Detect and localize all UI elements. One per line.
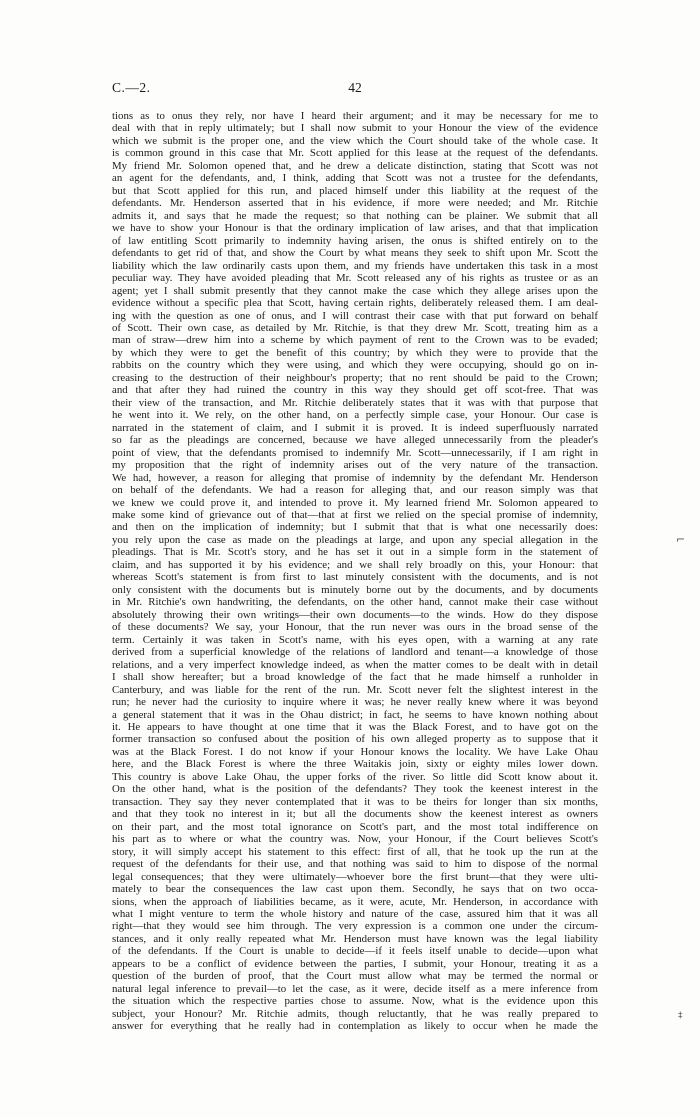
text-line: an agent for the defendants, and, I think, adding that Scott was not a trustee for the defendants, xyxy=(112,172,598,185)
text-line: derived from a superficial knowledge of the relations of landlord and tenant—a knowledge of those xyxy=(112,646,598,659)
text-line: legal consequences; that they were ultimately—whoever bore the first brunt—that they were ulti- xyxy=(112,870,598,883)
text-line: make some kind of grievance out of that—that at first we relied on the special promise of indemnity, xyxy=(112,509,598,521)
text-line: what I might venture to term the whole history and nature of the case, assured him that it was all xyxy=(112,908,598,920)
text-line: evidence without a specific plea that Scott, having certain rights, deliberately released them. I am deal- xyxy=(112,297,598,310)
text-line: On the other hand, what is the position of the defendants? They took the keenest interest in the xyxy=(112,783,598,796)
text-line: which we submit is the proper one, and the view which the Court should take of the whole case. It xyxy=(112,134,598,147)
text-line: his part as to where or what the country was. Now, your Honour, if the Court believes Scott's xyxy=(112,833,598,846)
text-line: and that after they had ruined the country in this way they should get off scot-free. That was xyxy=(112,384,598,397)
text-line: and then on the implication of indemnity; but I submit that that is what one necessarily does: xyxy=(112,521,598,534)
text-line: he went into it. We rely, on the other hand, on a perfectly simple case, your Honour. Our case is xyxy=(112,409,598,422)
text-line: subject, your Honour? Mr. Ritchie admits, though reluctantly, that he was really prepared to xyxy=(112,1007,598,1020)
text-line: on behalf of the defendants. We had a reason for alleging that, and our reason simply was that xyxy=(112,484,598,497)
text-line: here, and the Black Forest is where the three Waitakis join, sixty or eighty miles lower down. xyxy=(112,758,598,771)
text-line: question of the burden of proof, that the Court must allow what may be termed the normal or xyxy=(112,970,598,983)
text-line: absolutely throwing their own writings—their own documents—to the winds. How do they dispose xyxy=(112,608,598,621)
text-line: creasing to the destruction of their neighbour's property; that no rent should be paid to the Crown; xyxy=(112,371,598,384)
text-line: admits it, and says that he made the request; so that nothing can be plainer. We submit that all xyxy=(112,209,598,222)
text-line: Canterbury, and was liable for the rent of the run. Mr. Scott never felt the slightest interest in the xyxy=(112,683,598,696)
text-line: on their part, and the most total ignorance on Scott's part, and the most total indifference on xyxy=(112,820,598,833)
text-line: stances, and it only really repeated what Mr. Henderson must have known was the legal liability xyxy=(112,932,598,945)
text-line: ing with the question as one of onus, and I will contrast their case with that put forward on behalf xyxy=(112,309,598,322)
text-line: narrated in the statement of claim, and I submit it is proved. It is indeed superfluously narrated xyxy=(112,421,598,434)
document-reference: C.—2. xyxy=(112,80,151,95)
text-line: mately to bear the consequences the law cast upon them. Secondly, he says that on two occa- xyxy=(112,883,598,896)
text-line: point of view, that the defendants promised to indemnify Mr. Scott—unnecessarily, if I am right in xyxy=(112,446,598,459)
text-line: deal with that in reply ultimately; but I shall now submit to your Honour the view of the evidence xyxy=(112,122,598,135)
text-line: right—that they would see him through. The very expression is a common one under the circum- xyxy=(112,920,598,933)
text-line: defendants. Mr. Henderson asserted that in his evidence, if more were needed; and Mr. Ritchie xyxy=(112,197,598,210)
text-line: agent; yet I shall submit presently that they cannot make the case which they allege arises upon the xyxy=(112,284,598,297)
text-line: of Scott. Their own case, as detailed by Mr. Ritchie, is that they drew Mr. Scott, treating him as a xyxy=(112,321,598,334)
text-line: story, it will simply accept his statement to this effect: first of all, that he took up the run at the xyxy=(112,845,598,858)
text-line: My friend Mr. Solomon opened that, and he drew a delicate distinction, stating that Scott was not xyxy=(112,159,598,172)
text-line: run; he never had the curiosity to inquire where it was; he never really knew where it was beyond xyxy=(112,696,598,709)
text-line: of the defendants. If the Court is unable to decide—if it feels itself unable to decide—upon what xyxy=(112,945,598,958)
text-line: answer for everything that he really had in contemplation as likely to occur when he made the xyxy=(112,1020,598,1033)
text-line: appears to be a conflict of evidence between the parties, I submit, your Honour, treating it as a xyxy=(112,957,598,970)
text-line: the situation which the respective parties chose to assume. Now, what is the evidence upon this xyxy=(112,995,598,1008)
text-line: term. Certainly it was taken in Scott's name, with his eyes open, with a warning at any rate xyxy=(112,633,598,646)
text-line: pleadings. That is Mr. Scott's story, and he has set it out in a simple form in the statement of xyxy=(112,546,598,559)
text-line: We had, however, a reason for alleging that promise of indemnity by the defendant Mr. Henderson xyxy=(112,471,598,484)
text-line: you rely upon the case as made on the pleadings at large, and upon any special allegation in the xyxy=(112,533,598,546)
text-line: and that they took no interest in it; but all the documents show the keenest interest as owners xyxy=(112,808,598,821)
text-line: we knew we could prove it, and intended to prove it. My learned friend Mr. Solomon appeared to xyxy=(112,496,598,509)
text-line: liability which the law ordinarily casts upon them, and my friends have undertaken this task in a most xyxy=(112,259,598,272)
text-line: of law entitling Scott primarily to indemnity having arisen, the onus is shifted entirely on to the xyxy=(112,234,598,247)
text-line: a general statement that it was in the Ohau district; in fact, he seems to have known nothing about xyxy=(112,708,598,721)
text-line: This country is above Lake Ohau, the upper forks of the river. So little did Scott know about it. xyxy=(112,770,598,783)
text-line: is common ground in this case that Mr. Scott applied for this lease at the request of the defendants. xyxy=(112,147,598,160)
text-line: I shall show hereafter; but a broad knowledge of the fact that he made himself a runholder in xyxy=(112,671,598,684)
text-line: was at the Black Forest. I do not know if your Honour knows the locality. We have Lake Ohau xyxy=(112,745,598,758)
text-line: it. He appears to have thought at one time that it was the Black Forest, and to have got on the xyxy=(112,720,598,733)
text-line: peculiar way. They have avoided pleading that Mr. Scott released any of his rights as trustee or as an xyxy=(112,272,598,285)
text-line: of these documents? We say, your Honour, that the run never was ours in the broad sense of the xyxy=(112,621,598,634)
text-line: whereas Scott's statement is from first to last minutely consistent with the documents, and is not xyxy=(112,571,598,584)
text-line: my proposition that the right of indemnity arises out of the very nature of the transaction. xyxy=(112,459,598,472)
page-header xyxy=(112,80,598,100)
text-line: in Mr. Ritchie's own handwriting, the defendants, on the other hand, cannot make their case without xyxy=(112,596,598,609)
text-line: defendants to get rid of that, and show the Court by what means they seek to shift upon Mr. Scott the xyxy=(112,247,598,260)
body-text xyxy=(112,110,598,1033)
text-line: so far as the pleadings are concerned, because we have alleged unnecessarily from the pleader's xyxy=(112,434,598,447)
text-line: sions, when the approach of liabilities became, as it were, acute, Mr. Henderson, in accordance with xyxy=(112,895,598,908)
text-line: we have to show your Honour is that the ordinary implication of law arises, and that that implication xyxy=(112,222,598,235)
margin-mark: ‡ xyxy=(678,1011,683,1021)
text-line: man of straw—drew him into a scheme by which payment of rent to the Crown was to be evaded; xyxy=(112,334,598,347)
margin-mark: ⌐ xyxy=(676,533,686,546)
text-line: relations, and a very imperfect knowledge indeed, as when the matter comes to be dealt with in detail xyxy=(112,658,598,671)
text-line: tions as to onus they rely, nor have I heard their argument; and it may be necessary for me to xyxy=(112,110,598,122)
text-line: former transaction so confused about the position of his own alleged property as to suppose that it xyxy=(112,733,598,746)
page-number: 42 xyxy=(348,80,362,95)
text-line: request of the defendants for their use, and that nothing was said to him to dispose of the normal xyxy=(112,858,598,871)
text-line: but that Scott applied for this run, and placed himself under this liability at the request of the xyxy=(112,184,598,197)
text-line: rabbits on the country which they were using, and which they were occupying, should go on in- xyxy=(112,359,598,372)
text-line: natural legal inference to prevail—to let the case, as it were, decide itself as a mere inference from xyxy=(112,982,598,995)
text-line: claim, and has supported it by his evidence; and we shall rely broadly on this, your Honour: that xyxy=(112,558,598,571)
text-line: their view of the transaction, and Mr. Ritchie deliberately states that it was with that purpose that xyxy=(112,396,598,409)
text-line: only consistent with the documents but is minutely borne out by the documents, and by documents xyxy=(112,583,598,596)
text-line: by which they were to get the benefit of this country; by which they were to provide that the xyxy=(112,346,598,359)
text-line: transaction. They say they never contemplated that it was to be theirs for longer than six months, xyxy=(112,795,598,808)
